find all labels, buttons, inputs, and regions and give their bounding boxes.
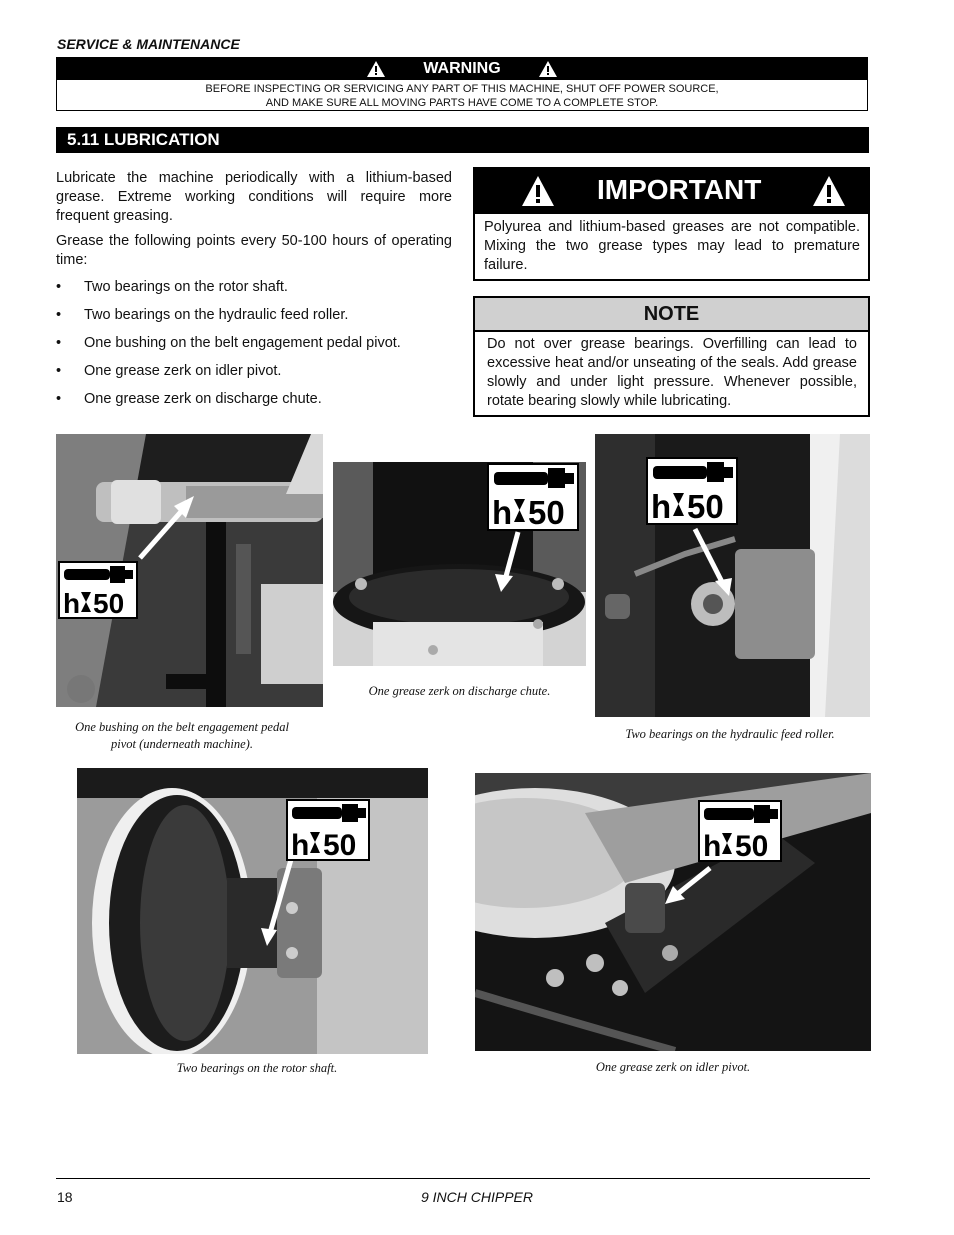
grease-badge-hours: 50 — [735, 830, 769, 863]
grease-badge — [699, 801, 781, 863]
warning-triangle-icon — [521, 175, 555, 207]
important-title-bar — [475, 169, 868, 214]
caption-line: One bushing on the belt engagement pedal — [75, 720, 289, 734]
grease-badge — [59, 562, 137, 619]
warning-text — [57, 80, 867, 110]
bullet-glyph: • — [56, 391, 62, 407]
grease-badge-hours: 50 — [687, 488, 724, 525]
photo-image — [475, 773, 871, 1051]
photo-pedal-pivot — [56, 434, 323, 707]
warning-line: AND MAKE SURE ALL MOVING PARTS HAVE COME TO A COMPLETE STOP. — [265, 97, 659, 109]
grease-badge — [287, 800, 369, 862]
note-text: Do not over grease bearings. Overfilling can lead to excessive heat and/or unseating of the seals. Add grease slowly and under light pressure. Whenever possible, rotate bearing slowly while lubricating. — [487, 336, 857, 409]
photo-caption: One grease zerk on discharge chute. — [368, 684, 551, 698]
note-box — [473, 296, 870, 417]
bullet-glyph: • — [56, 335, 62, 351]
warning-triangle-icon — [812, 175, 846, 207]
footer-rule — [56, 1178, 870, 1179]
photo-caption — [56, 719, 308, 753]
page-number: 18 — [57, 1189, 73, 1205]
important-title: IMPORTANT — [597, 174, 762, 205]
note-title: NOTE — [475, 298, 868, 332]
list-item-text: One grease zerk on idler pivot. — [84, 363, 282, 379]
grease-badge — [488, 464, 578, 531]
grease-badge-letter: h — [492, 494, 513, 531]
intro-paragraph: Lubricate the machine periodically with a lithium-based grease. Extreme working conditions will require more frequent greasing. — [56, 170, 452, 224]
running-header: SERVICE & MAINTENANCE — [57, 36, 240, 52]
list-item-text: Two bearings on the hydraulic feed roller. — [84, 307, 349, 323]
photo-caption: One grease zerk on idler pivot. — [595, 1060, 751, 1074]
photo-image — [595, 434, 870, 717]
grease-badge — [647, 458, 737, 525]
warning-line: BEFORE INSPECTING OR SERVICING ANY PART OF THIS MACHINE, SHUT OFF POWER SOURCE, — [205, 83, 719, 95]
grease-badge-hours: 50 — [93, 588, 125, 619]
important-text: Polyurea and lithium-based greases are not compatible. Mixing the two grease types may lead to premature failure. — [484, 219, 860, 273]
photo-idler-pivot — [475, 773, 871, 1051]
list-item-text: One bushing on the belt engagement pedal pivot. — [84, 335, 401, 351]
grease-badge-hours: 50 — [528, 494, 565, 531]
photo-image — [56, 434, 323, 707]
photo-image — [77, 768, 428, 1054]
photo-image — [333, 462, 586, 666]
photo-feed-roller — [595, 434, 870, 717]
warning-triangle-icon — [539, 61, 557, 77]
grease-badge-letter: h — [703, 830, 722, 863]
bullet-glyph: • — [56, 279, 62, 295]
grease-badge-hours: 50 — [323, 829, 357, 862]
warning-box — [56, 57, 868, 111]
footer-title: 9 INCH CHIPPER — [420, 1189, 534, 1205]
photo-discharge-chute — [333, 462, 586, 666]
warning-title: WARNING — [423, 60, 501, 77]
section-heading: 5.11 LUBRICATION — [56, 127, 869, 153]
grease-badge-letter: h — [651, 488, 672, 525]
list-item-text: One grease zerk on discharge chute. — [84, 391, 322, 407]
caption-line: pivot (underneath machine). — [111, 737, 253, 751]
photo-caption: Two bearings on the rotor shaft. — [176, 1061, 338, 1075]
photo-rotor-shaft — [77, 768, 428, 1054]
list-item-text: Two bearings on the rotor shaft. — [84, 279, 288, 295]
grease-badge-letter: h — [63, 588, 81, 619]
bullet-glyph: • — [56, 363, 62, 379]
grease-badge-letter: h — [291, 829, 310, 862]
warning-triangle-icon — [367, 61, 385, 77]
important-box — [473, 167, 870, 281]
intro-paragraph: Grease the following points every 50-100 hours of operating time: — [56, 233, 452, 268]
bullet-glyph: • — [56, 307, 62, 323]
photo-caption: Two bearings on the hydraulic feed roller. — [625, 727, 835, 741]
warning-title-bar — [57, 58, 867, 80]
